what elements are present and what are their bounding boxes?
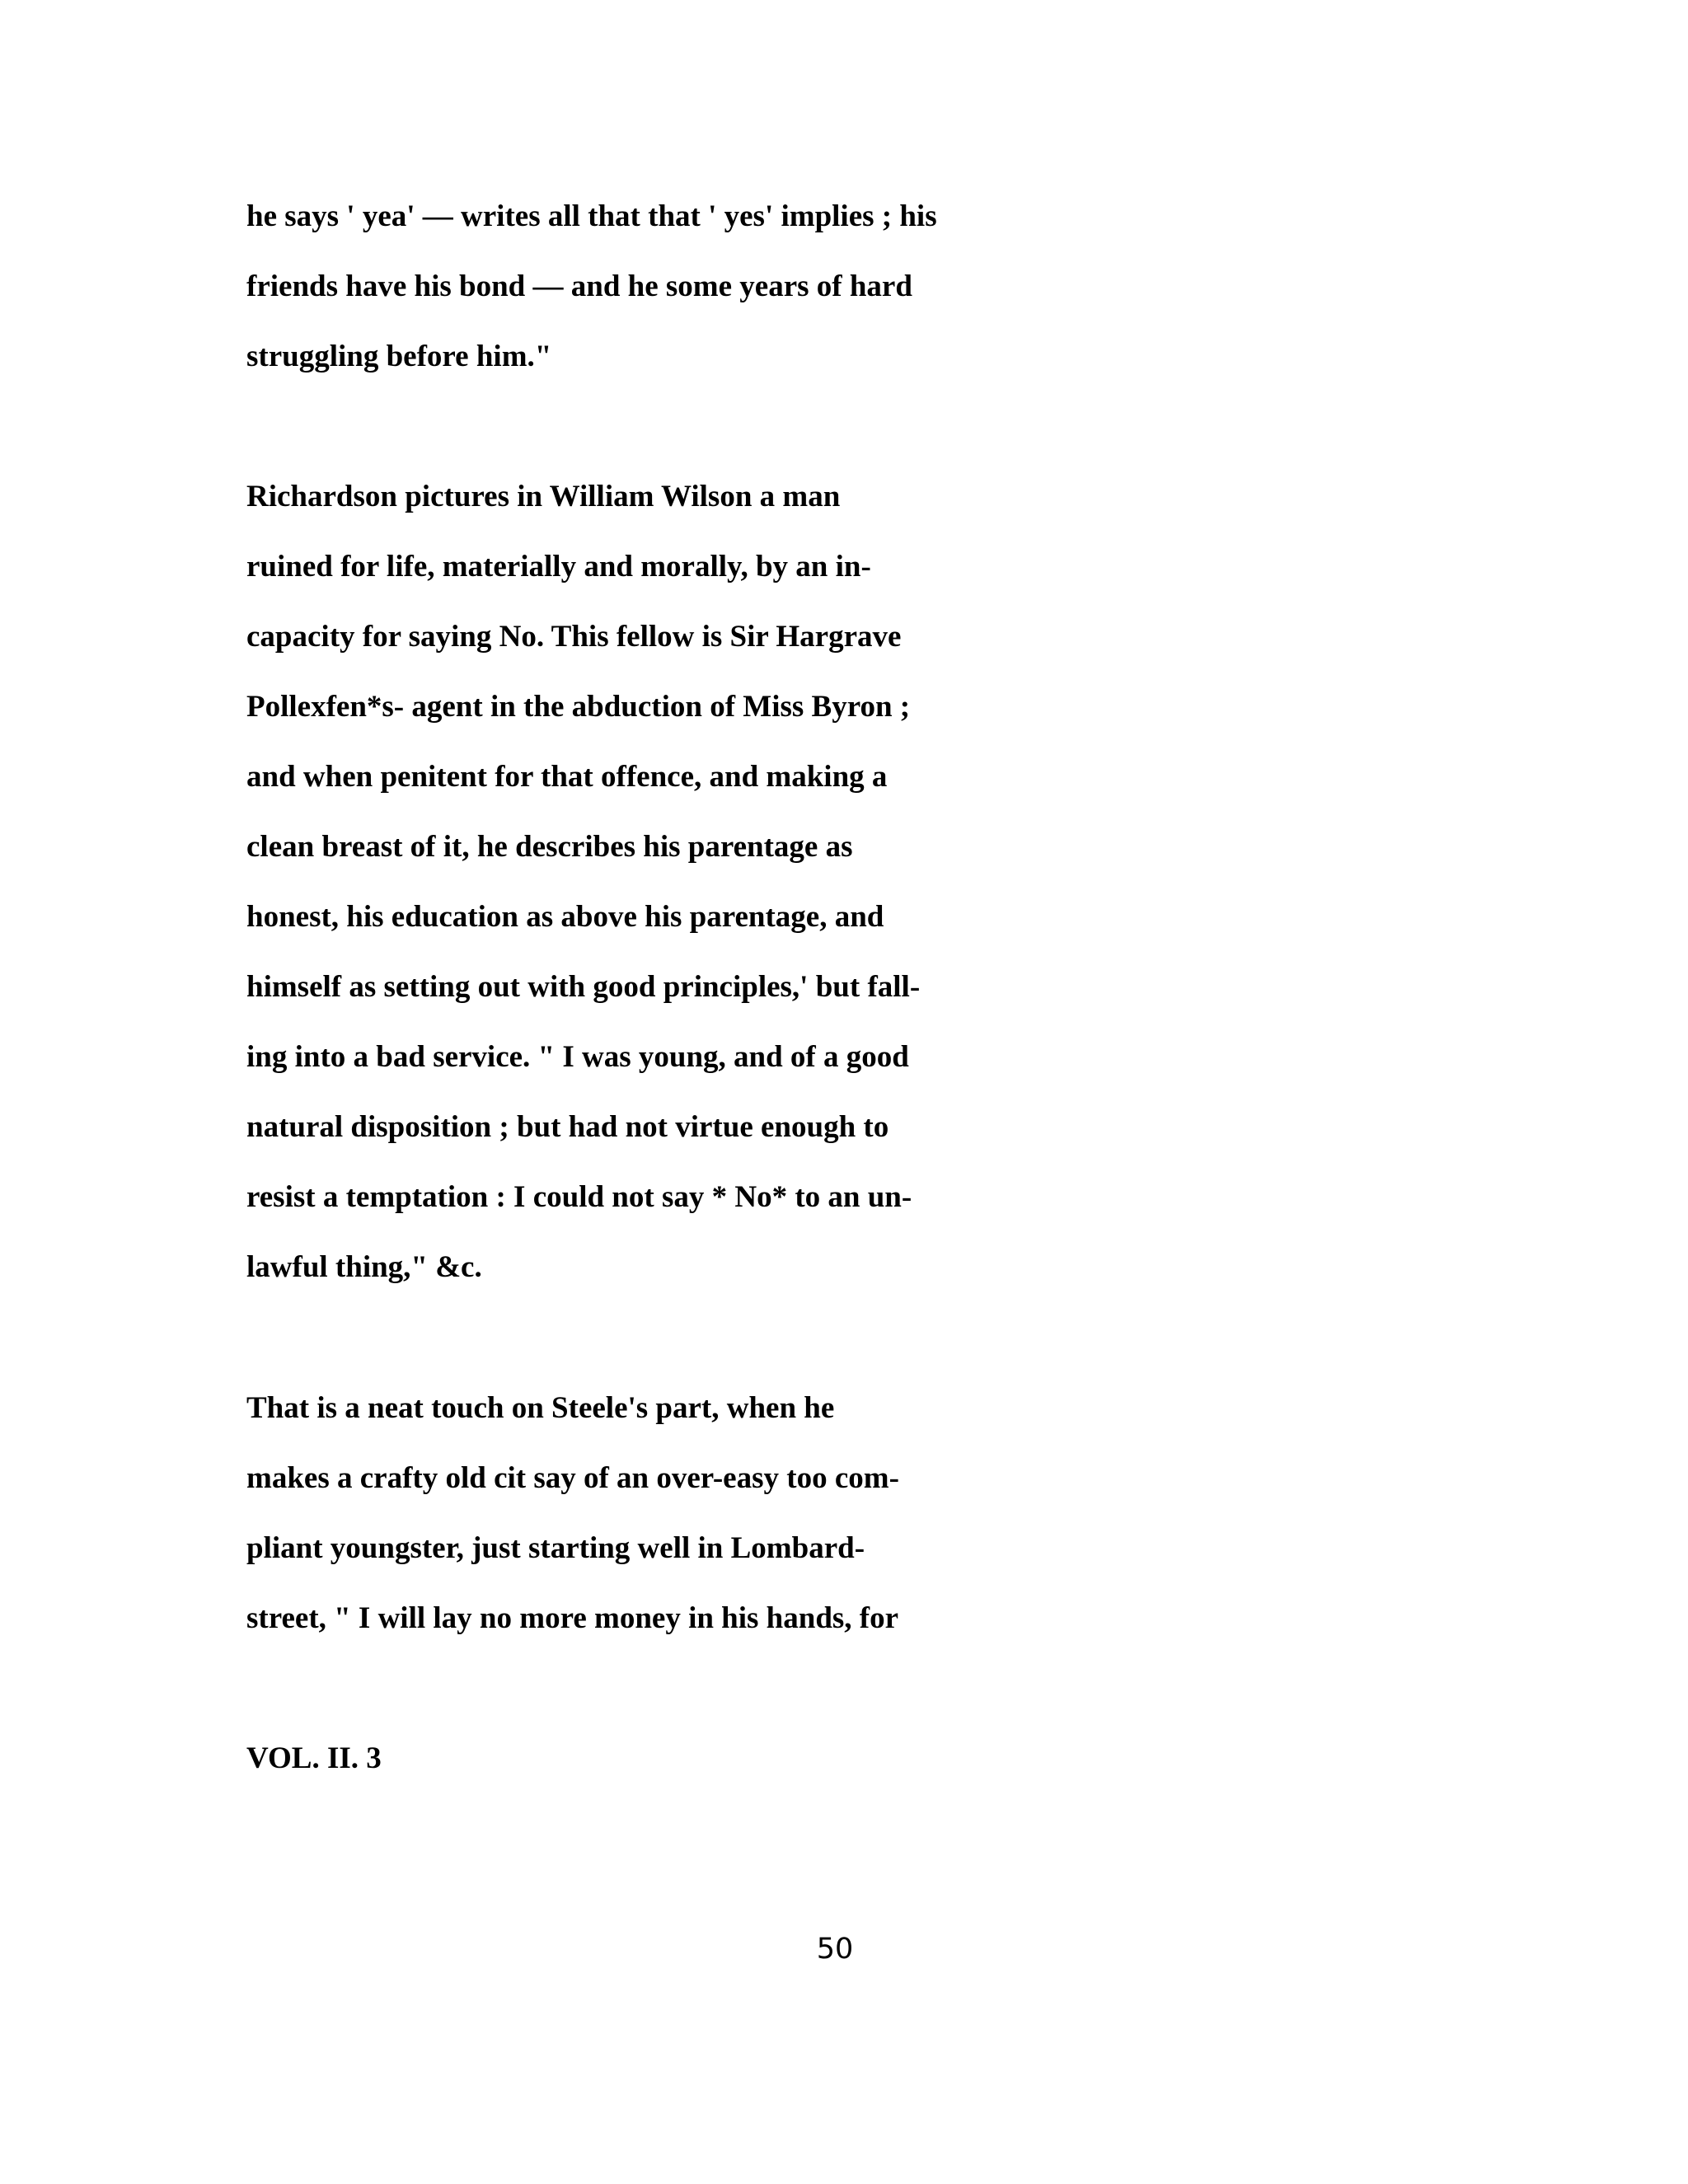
text-line: That is a neat touch on Steele's part, when he [246, 1391, 835, 1425]
page-number: 50 [816, 1933, 854, 1966]
text-line: makes a crafty old cit say of an over-easy too com- [246, 1461, 899, 1495]
text-line: friends have his bond — and he some years of hard [246, 269, 912, 303]
text-line: ruined for life, materially and morally, by an in- [246, 550, 871, 583]
text-line: natural disposition ; but had not virtue enough to [246, 1110, 889, 1144]
text-line: street, " I will lay no more money in his hands, for [246, 1601, 899, 1635]
text-line: ing into a bad service. " I was young, and of a good [246, 1040, 909, 1074]
signature-mark-block [246, 1723, 1442, 1793]
text-line: Richardson pictures in William Wilson a man [246, 480, 841, 513]
text-line: resist a temptation : I could not say * No* to an un- [246, 1180, 912, 1214]
signature-mark: VOL. II. 3 [246, 1741, 382, 1775]
text-line: capacity for saying No. This fellow is Sir Hargrave [246, 620, 902, 654]
text-line: and when penitent for that offence, and making a [246, 760, 888, 794]
text-line: clean breast of it, he describes his parentage as [246, 830, 853, 864]
text-line: Pollexfen*s- agent in the abduction of Miss Byron ; [246, 690, 911, 724]
text-line: himself as setting out with good principles,' but fall- [246, 970, 921, 1004]
text-line: pliant youngster, just starting well in Lombard- [246, 1531, 865, 1565]
text-line: honest, his education as above his parentage, and [246, 900, 884, 934]
paragraph-1 [246, 181, 1442, 391]
text-line: he says ' yea' — writes all that that ' yes' implies ; his [246, 199, 937, 233]
paragraph-3 [246, 1373, 1442, 1653]
text-line: lawful thing," &c. [246, 1250, 482, 1284]
paragraph-2 [246, 462, 1442, 1302]
text-line: struggling before him." [246, 340, 552, 373]
